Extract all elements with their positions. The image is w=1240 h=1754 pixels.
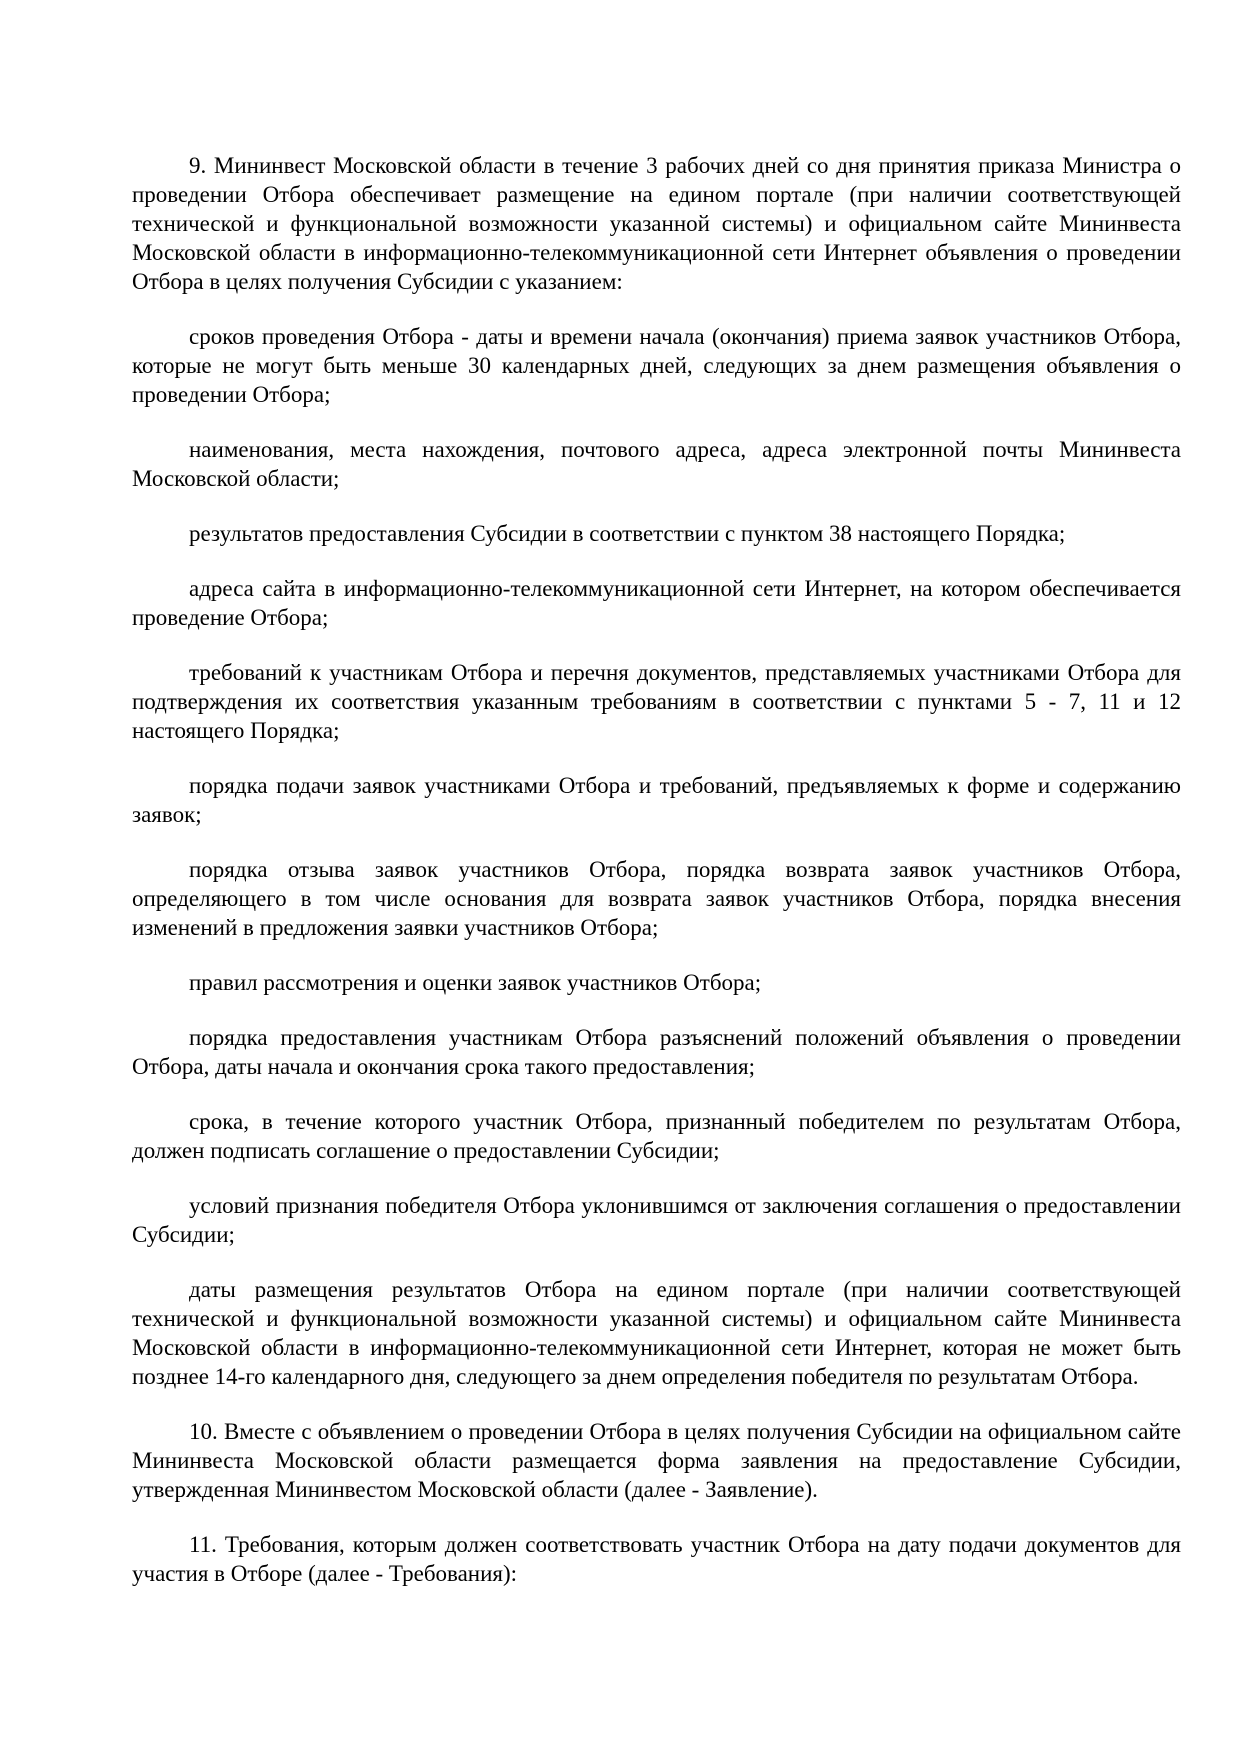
list-item: порядка предоставления участникам Отбора разъяснений положений объявления о проведении Отбора, даты начала и окончания срока такого предоставления; xyxy=(132,1025,1181,1079)
list-item: требований к участникам Отбора и перечня документов, представляемых участниками Отбора для подтверждения их соответствия указанным требованиям в соответствии с пунктами 5 - 7, 11 и 12 настоящего Порядка; xyxy=(132,660,1181,743)
list-item: порядка подачи заявок участниками Отбора и требований, предъявляемых к форме и содержанию заявок; xyxy=(132,773,1181,827)
paragraph-9: 9. Мининвест Московской области в течение 3 рабочих дней со дня принятия приказа Министра о проведении Отбора обеспечивает размещение на едином портале (при наличии соответствующей технической и функциональной возможности указанной системы) и официальном сайте Мининвеста Московской области в информационно-телекоммуникационной сети Интернет объявления о проведении Отбора в целях получения Субсидии с указанием: xyxy=(132,153,1181,294)
list-item: порядка отзыва заявок участников Отбора, порядка возврата заявок участников Отбора, определяющего в том числе основания для возврата заявок участников Отбора, порядка внесения изменений в предложения заявки участников Отбора; xyxy=(132,857,1181,940)
list-item: сроков проведения Отбора - даты и времени начала (окончания) приема заявок участников Отбора, которые не могут быть меньше 30 календарных дней, следующих за днем размещения объявления о проведении Отбора; xyxy=(132,324,1181,407)
paragraph-10: 10. Вместе с объявлением о проведении Отбора в целях получения Субсидии на официальном сайте Мининвеста Московской области размещается форма заявления на предоставление Субсидии, утвержденная Мининвестом Московской области (далее - Заявление). xyxy=(132,1419,1181,1502)
list-item: результатов предоставления Субсидии в соответствии с пунктом 38 настоящего Порядка; xyxy=(189,521,1066,546)
list-item: правил рассмотрения и оценки заявок участников Отбора; xyxy=(189,970,762,995)
list-item: наименования, места нахождения, почтового адреса, адреса электронной почты Мининвеста Московской области; xyxy=(132,437,1181,491)
list-item: адреса сайта в информационно-телекоммуникационной сети Интернет, на котором обеспечивается проведение Отбора; xyxy=(132,576,1181,630)
list-item: условий признания победителя Отбора уклонившимся от заключения соглашения о предоставлении Субсидии; xyxy=(132,1193,1181,1247)
paragraph-11: 11. Требования, которым должен соответствовать участник Отбора на дату подачи документов для участия в Отборе (далее - Требования): xyxy=(132,1532,1181,1586)
document-page xyxy=(132,151,1181,1614)
list-item: срока, в течение которого участник Отбора, признанный победителем по результатам Отбора, должен подписать соглашение о предоставлении Субсидии; xyxy=(132,1109,1181,1163)
list-item: даты размещения результатов Отбора на едином портале (при наличии соответствующей технической и функциональной возможности указанной системы) и официальном сайте Мининвеста Московской области в информационно-телекоммуникационной сети Интернет, которая не может быть позднее 14-го календарного дня, следующего за днем определения победителя по результатам Отбора. xyxy=(132,1277,1181,1389)
